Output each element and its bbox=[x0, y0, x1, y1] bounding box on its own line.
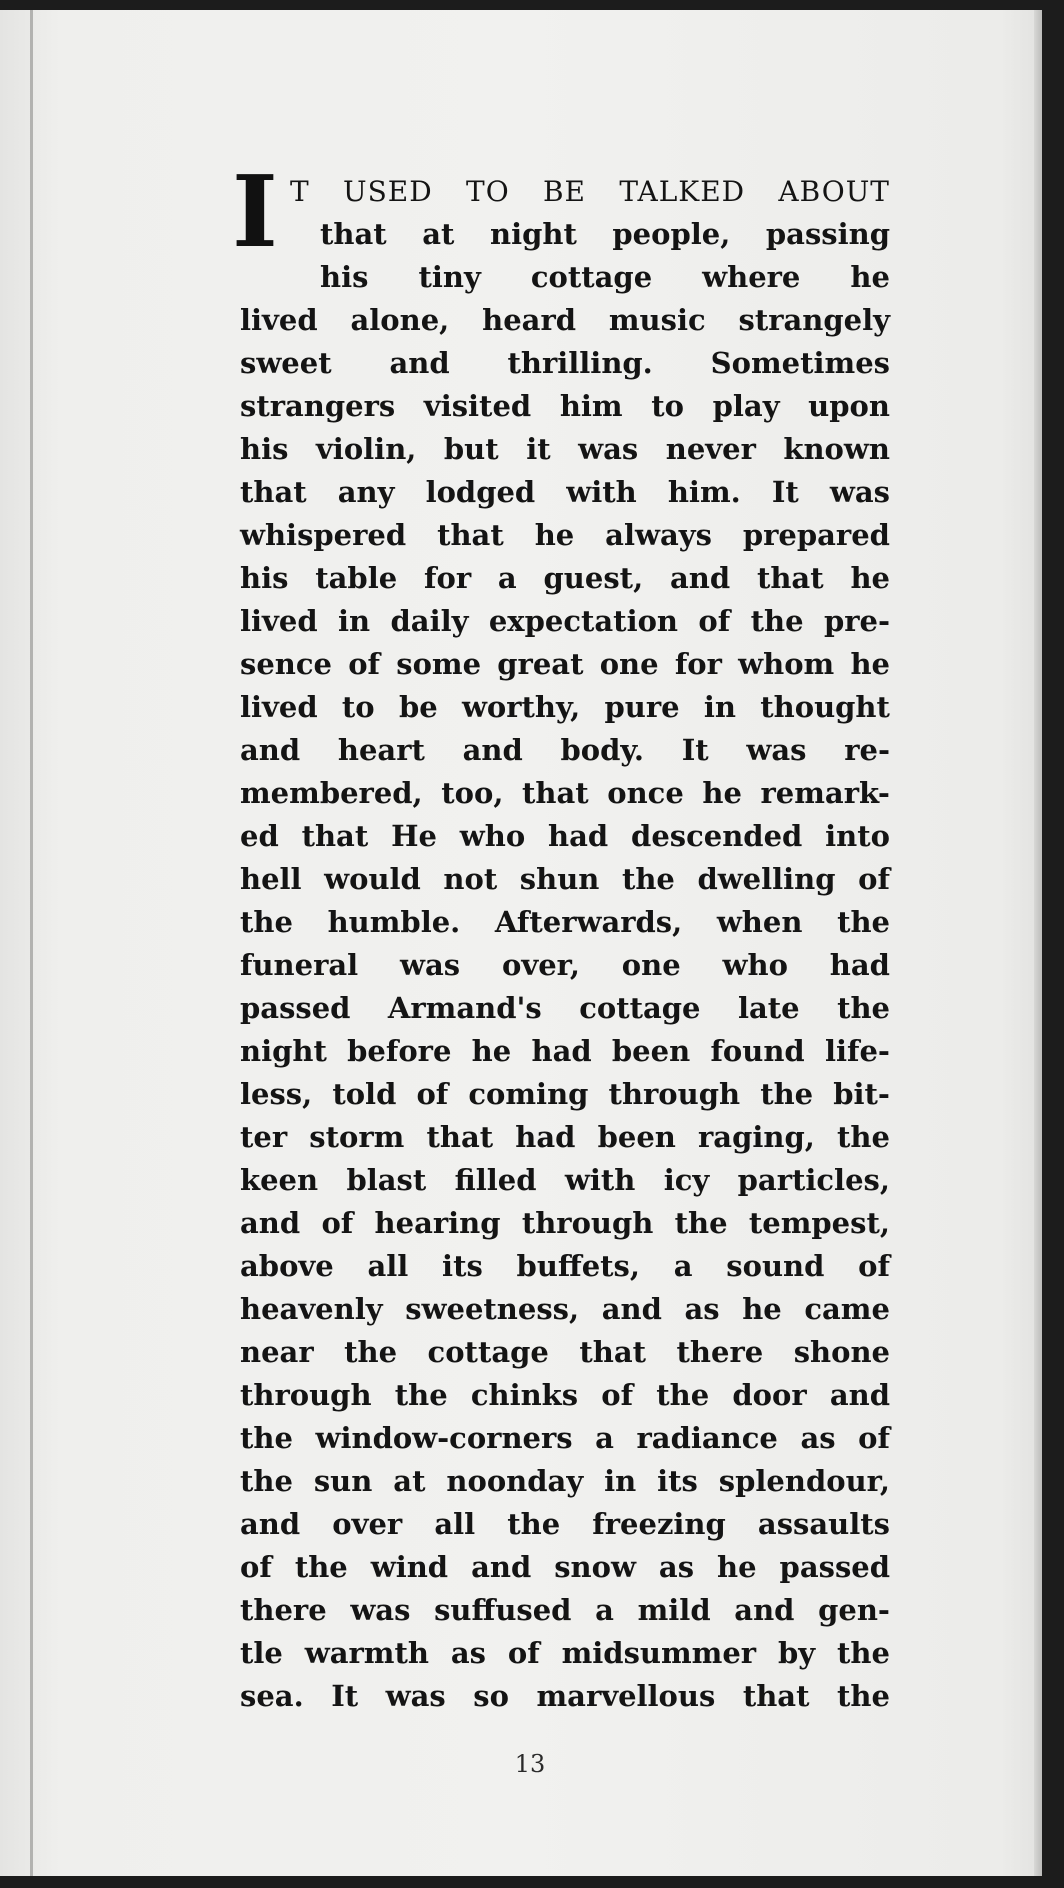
text-line: membered, too, that once he remark- bbox=[240, 776, 890, 810]
text-line: and heart and body. It was re- bbox=[240, 733, 890, 767]
text-line: that at night people, passing bbox=[320, 217, 890, 251]
text-line: less, told of coming through the bit- bbox=[240, 1077, 890, 1111]
body-text bbox=[232, 155, 890, 1718]
text-line: sea. It was so marvellous that the bbox=[240, 1679, 890, 1713]
text-line: near the cottage that there shone bbox=[240, 1335, 890, 1369]
text-line: of the wind and snow as he passed bbox=[240, 1550, 890, 1584]
text-line: T USED TO BE TALKED ABOUT bbox=[290, 175, 890, 208]
text-line: strangers visited him to play upon bbox=[240, 389, 890, 423]
text-line: sence of some great one for whom he bbox=[240, 647, 890, 681]
text-line: ter storm that had been raging, the bbox=[240, 1120, 890, 1154]
text-line: tle warmth as of midsummer by the bbox=[240, 1636, 890, 1670]
text-line: lived to be worthy, pure in thought bbox=[240, 690, 890, 724]
drop-cap: I bbox=[232, 155, 278, 270]
text-line: his tiny cottage where he bbox=[320, 260, 890, 294]
text-line: there was suffused a mild and gen- bbox=[240, 1593, 890, 1627]
text-line: night before he had been found life- bbox=[240, 1034, 890, 1068]
text-line: the humble. Afterwards, when the bbox=[240, 905, 890, 939]
text-line: lived alone, heard music strangely bbox=[240, 303, 890, 337]
text-line: his violin, but it was never known bbox=[240, 432, 890, 466]
page-edge-shadow bbox=[1034, 10, 1042, 1876]
text-line: that any lodged with him. It was bbox=[240, 475, 890, 509]
text-line: above all its buffets, a sound of bbox=[240, 1249, 890, 1283]
text-line: the sun at noonday in its splendour, bbox=[240, 1464, 890, 1498]
text-line: hell would not shun the dwelling of bbox=[240, 862, 890, 896]
page-gutter-line bbox=[30, 10, 33, 1876]
text-line: and over all the freezing assaults bbox=[240, 1507, 890, 1541]
text-line: funeral was over, one who had bbox=[240, 948, 890, 982]
text-line: sweet and thrilling. Sometimes bbox=[240, 346, 890, 380]
text-line: through the chinks of the door and bbox=[240, 1378, 890, 1412]
text-line: the window-corners a radiance as of bbox=[240, 1421, 890, 1455]
text-line: heavenly sweetness, and as he came bbox=[240, 1292, 890, 1326]
text-line: ed that He who had descended into bbox=[240, 819, 890, 853]
text-line: passed Armand's cottage late the bbox=[240, 991, 890, 1025]
text-line: his table for a guest, and that he bbox=[240, 561, 890, 595]
text-line: keen blast filled with icy particles, bbox=[240, 1163, 890, 1197]
text-line: and of hearing through the tempest, bbox=[240, 1206, 890, 1240]
book-page bbox=[0, 10, 1042, 1876]
text-line: lived in daily expectation of the pre- bbox=[240, 604, 890, 638]
text-line: whispered that he always prepared bbox=[240, 518, 890, 552]
page-number: 13 bbox=[514, 1750, 546, 1778]
